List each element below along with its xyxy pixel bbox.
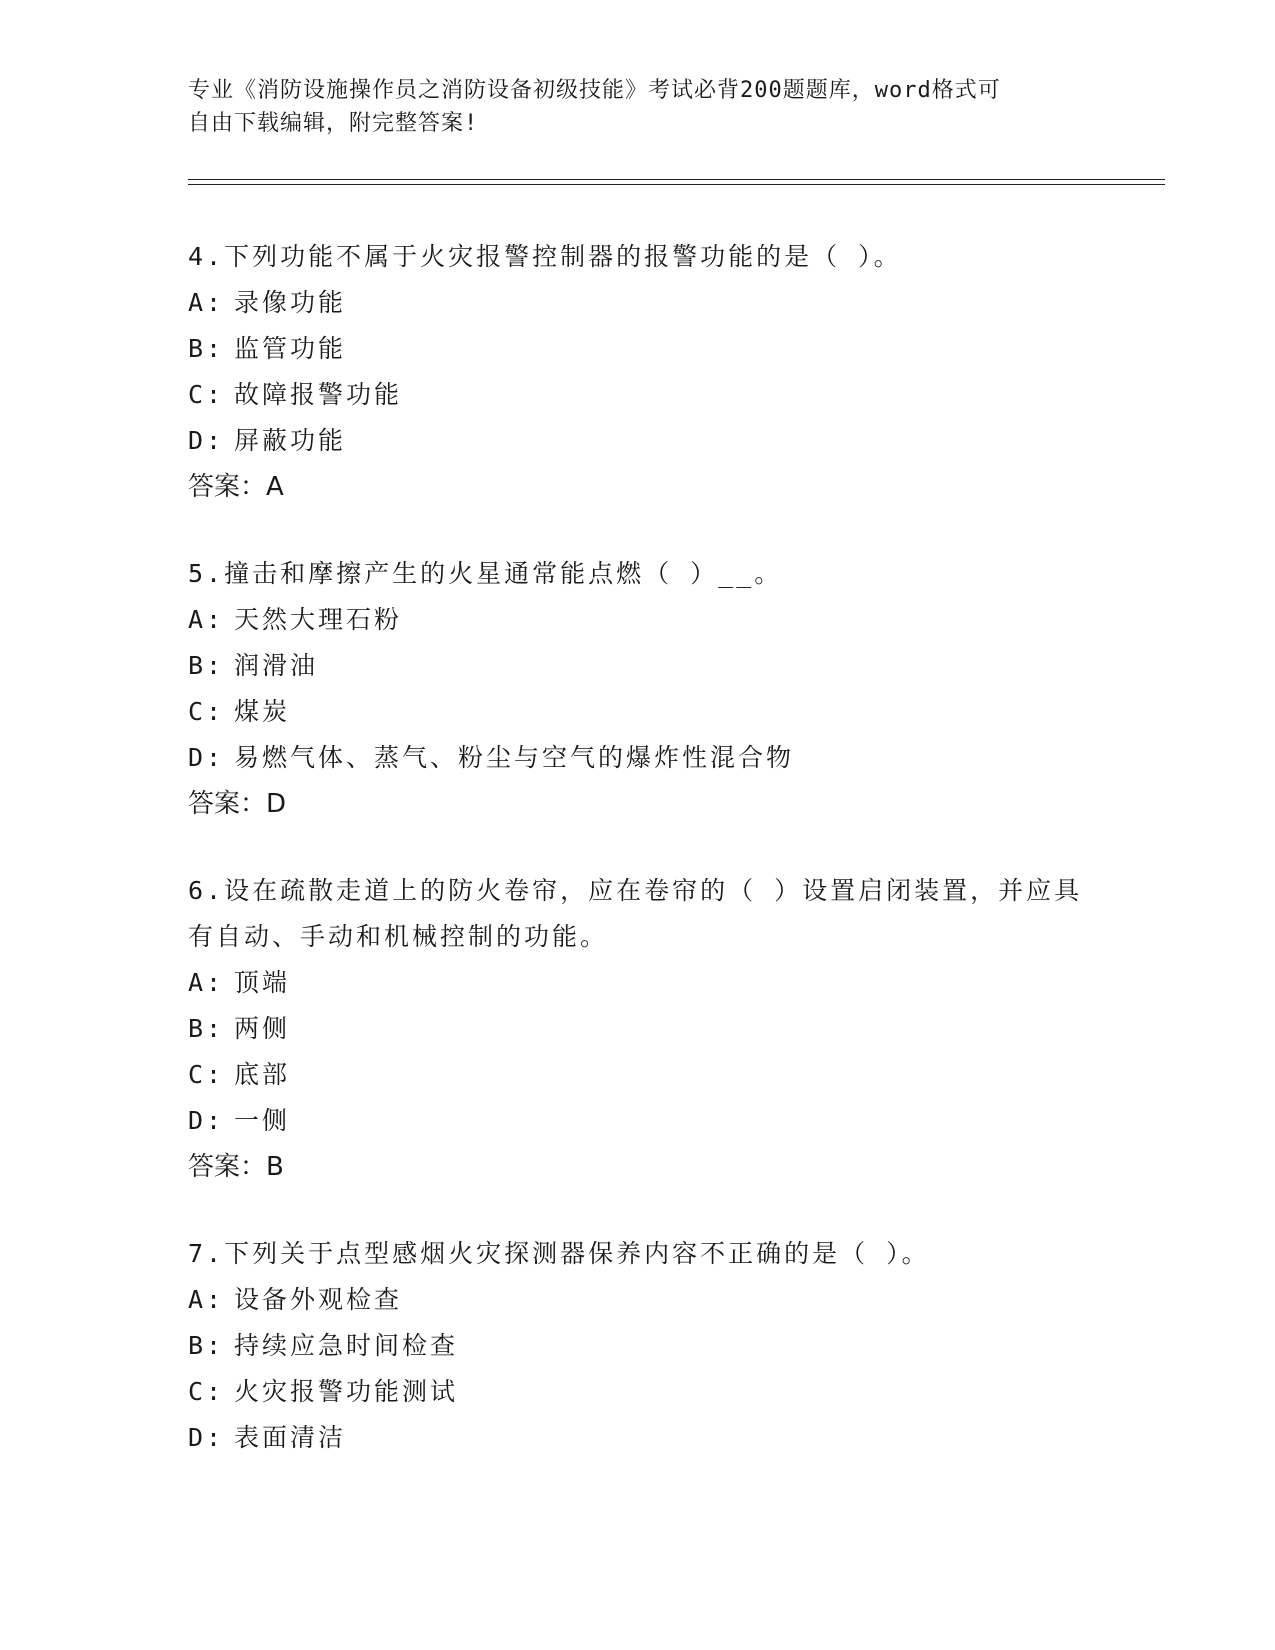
option-text: 顶端 (234, 968, 291, 997)
question-6 (188, 868, 1088, 1190)
question-7 (188, 1231, 1088, 1461)
option-a (188, 960, 1088, 1006)
question-stem: 4.下列功能不属于火灾报警控制器的报警功能的是（ ）。 (188, 242, 902, 271)
option-text: 监管功能 (234, 334, 347, 363)
option-text: 设备外观检查 (234, 1285, 403, 1314)
option-c (188, 372, 1088, 418)
option-d (188, 735, 1088, 781)
option-text: 火灾报警功能测试 (234, 1377, 459, 1406)
option-d (188, 418, 1088, 464)
option-a (188, 597, 1088, 643)
option-text: 故障报警功能 (234, 380, 403, 409)
option-letter: A: (188, 1285, 225, 1314)
question-list (188, 234, 1088, 1502)
header-double-rule (188, 179, 1165, 185)
option-text: 表面清洁 (234, 1423, 347, 1452)
question-stem: 6.设在疏散走道上的防火卷帘，应在卷帘的（ ）设置启闭装置，并应具有自动、手动和机械控制的功能。 (188, 876, 1083, 951)
option-letter: C: (188, 1060, 225, 1089)
option-d (188, 1098, 1088, 1144)
option-b (188, 326, 1088, 372)
option-letter: D: (188, 1423, 225, 1452)
option-text: 录像功能 (234, 288, 347, 317)
option-a (188, 1277, 1088, 1323)
question-4 (188, 234, 1088, 510)
option-text: 润滑油 (234, 651, 319, 680)
question-stem: 7.下列关于点型感烟火灾探测器保养内容不正确的是（ ）。 (188, 1239, 930, 1268)
answer-line: 答案：D (188, 789, 287, 819)
answer-line: 答案：B (188, 1152, 284, 1182)
option-text: 煤炭 (234, 697, 291, 726)
question-5 (188, 551, 1088, 827)
option-text: 底部 (234, 1060, 291, 1089)
option-c (188, 689, 1088, 735)
option-letter: B: (188, 334, 225, 363)
option-letter: D: (188, 743, 225, 772)
option-letter: B: (188, 1014, 225, 1043)
answer-line: 答案：A (188, 472, 284, 502)
option-b (188, 1006, 1088, 1052)
option-letter: C: (188, 380, 225, 409)
option-letter: B: (188, 651, 225, 680)
option-letter: C: (188, 697, 225, 726)
question-stem: 5.撞击和摩擦产生的火星通常能点燃（ ）__。 (188, 559, 783, 588)
option-c (188, 1052, 1088, 1098)
option-letter: B: (188, 1331, 225, 1360)
header-line-1: 专业《消防设施操作员之消防设备初级技能》考试必背200题题库，word格式可 (188, 78, 1001, 103)
header-line-2: 自由下载编辑，附完整答案! (188, 111, 479, 136)
option-text: 易燃气体、蒸气、粉尘与空气的爆炸性混合物 (234, 743, 795, 772)
option-a (188, 280, 1088, 326)
option-text: 天然大理石粉 (234, 605, 403, 634)
option-c (188, 1369, 1088, 1415)
option-text: 持续应急时间检查 (234, 1331, 459, 1360)
option-letter: D: (188, 1106, 225, 1135)
option-letter: A: (188, 968, 225, 997)
option-letter: A: (188, 605, 225, 634)
document-header (188, 74, 1088, 140)
option-letter: D: (188, 426, 225, 455)
option-letter: C: (188, 1377, 225, 1406)
option-text: 一侧 (234, 1106, 291, 1135)
option-text: 屏蔽功能 (234, 426, 347, 455)
option-b (188, 643, 1088, 689)
option-letter: A: (188, 288, 225, 317)
option-d (188, 1415, 1088, 1461)
option-b (188, 1323, 1088, 1369)
option-text: 两侧 (234, 1014, 291, 1043)
